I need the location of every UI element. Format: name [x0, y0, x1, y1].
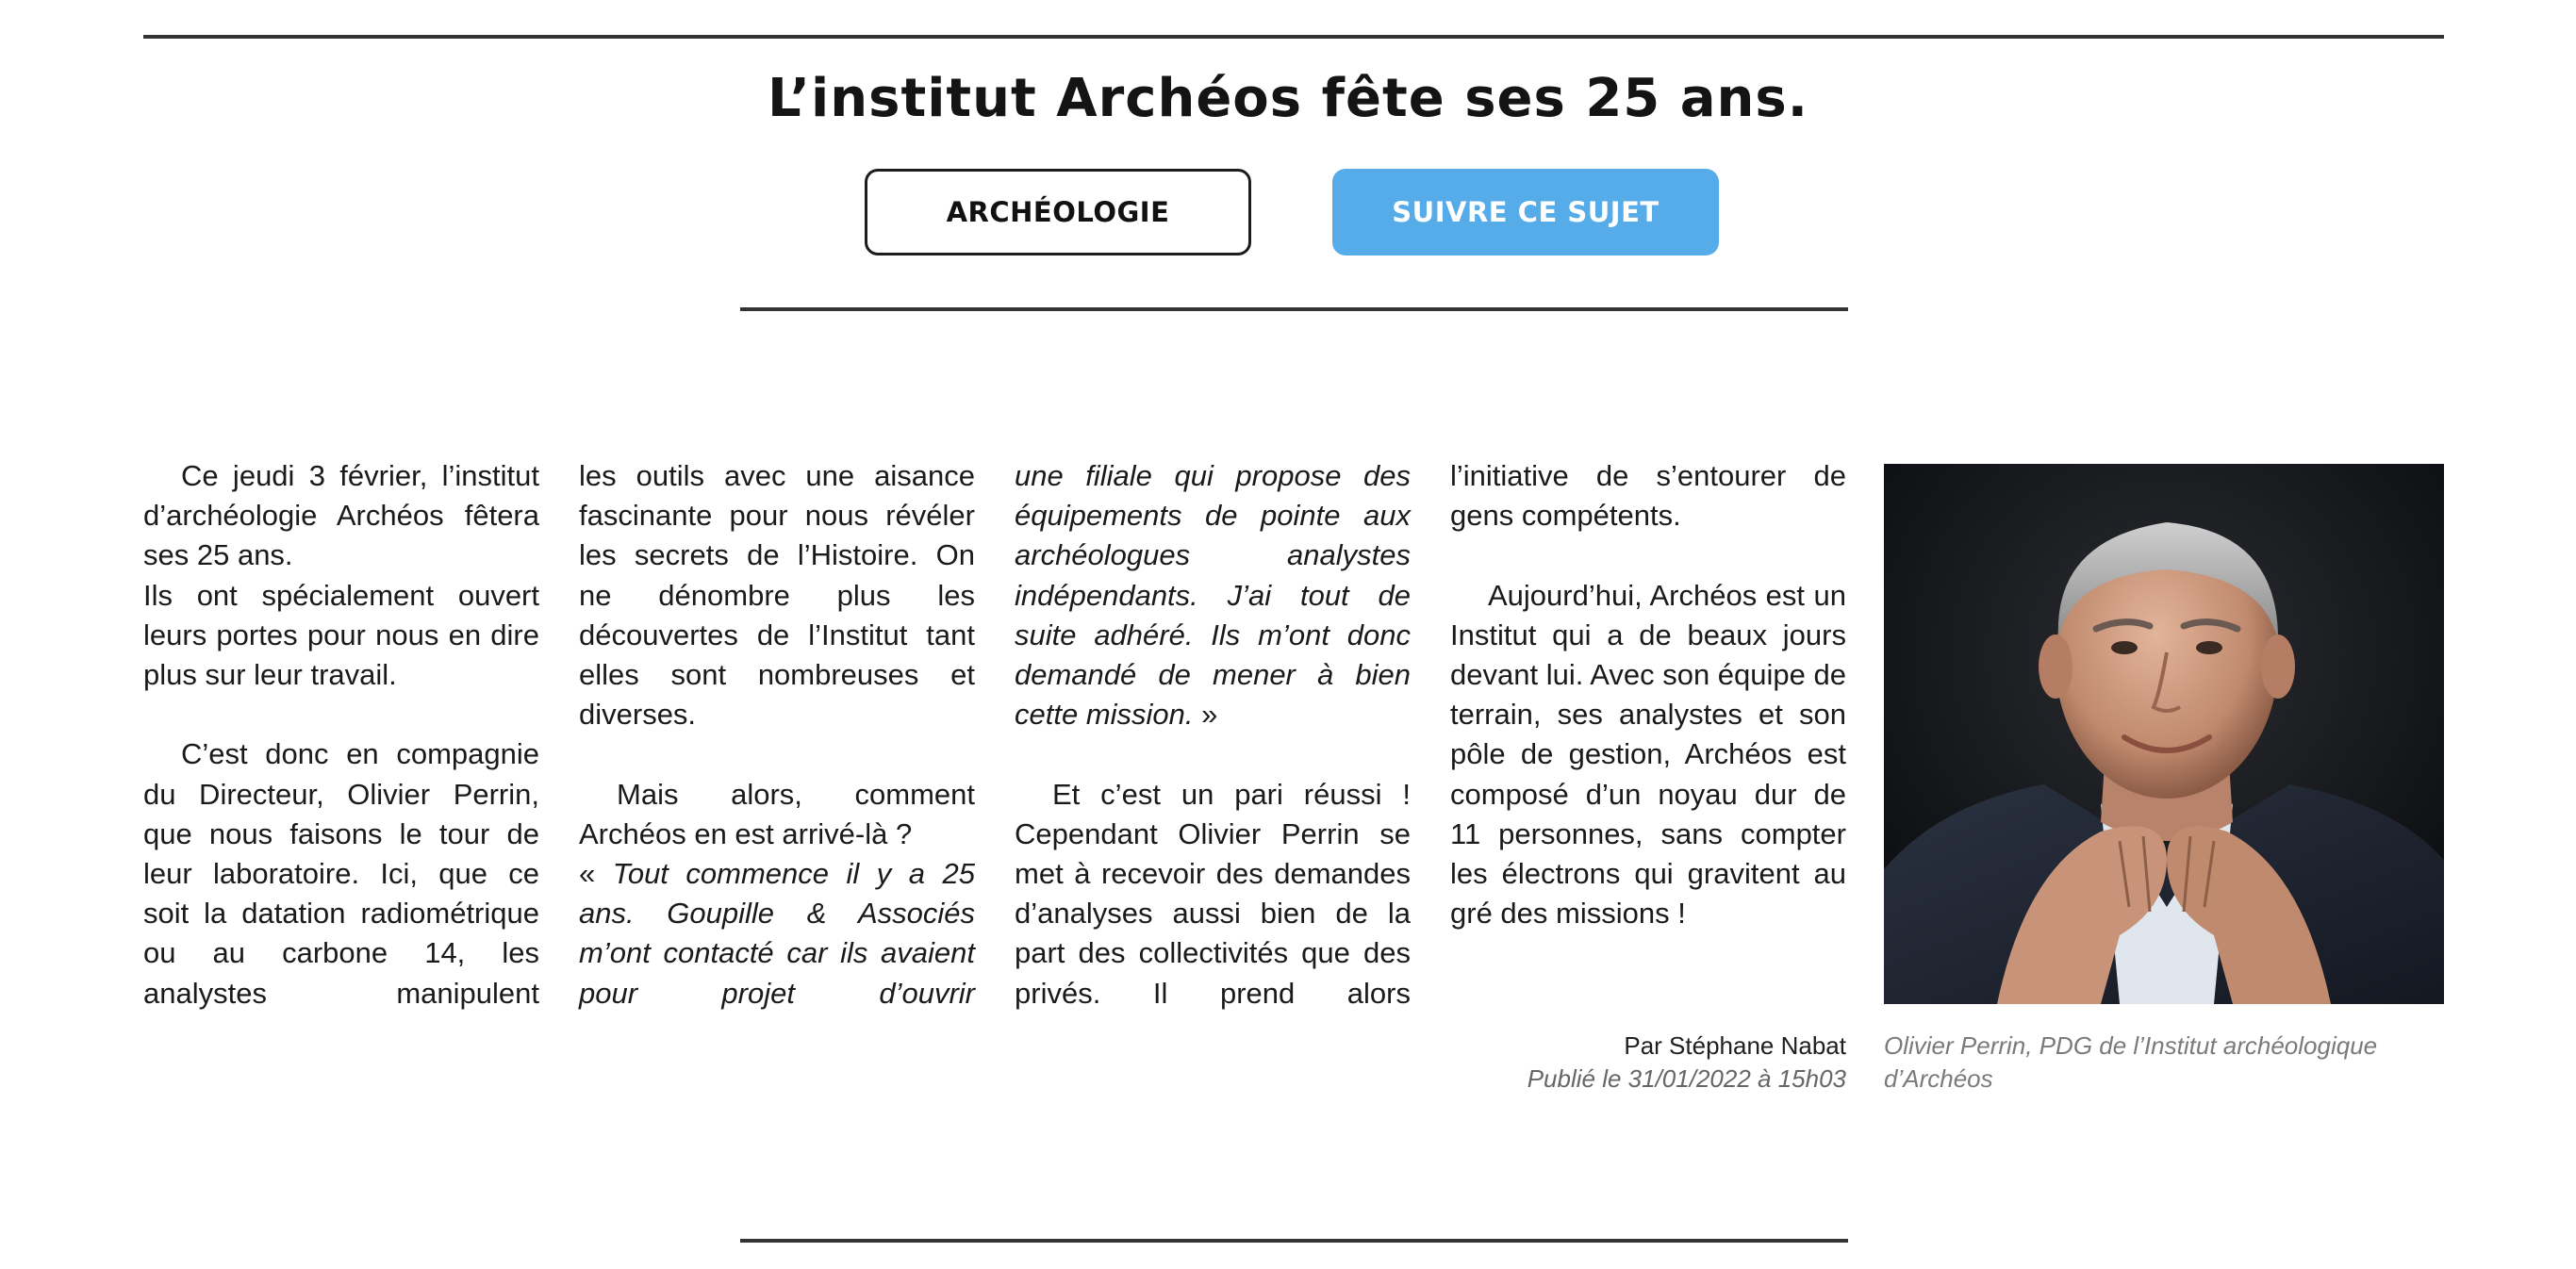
quote-text: Tout commence il y a 25 ans. Goupille & Associés m’ont contacté car ils avaient pour projet d’ouvrir [579, 857, 975, 1010]
quote-text: une filiale qui propose des équipements de pointe aux archéologues analystes indépendants. J’ai tout de suite adhéré. Ils m’ont donc demandé de mener à bien cette mission. [1015, 459, 1411, 732]
paragraph: Aujourd’hui, Archéos est un Institut qui a de beaux jours devant lui. Avec son équipe de terrain, ses analystes et son pôle de gestion, Archéos est composé d’un noyau dur de 11 personnes, sans compter les électrons qui gravitent au gré des missions ! [1450, 578, 1846, 931]
quote-mark-close: » [1193, 698, 1218, 732]
paragraph: C’est donc en compagnie du Directeur, Olivier Perrin, que nous faisons le tour de leur laboratoire. Ici, que ce soit la datation radiométrique ou au carbone 14, les analystes manipulent [143, 737, 539, 1010]
quote-mark-open: « [579, 857, 613, 891]
paragraph: Ils ont spécialement ouvert leurs portes pour nous en dire plus sur leur travail. [143, 578, 539, 692]
article-title: L’institut Archéos fête ses 25 ans. [767, 68, 1809, 129]
author-name: Par Stéphane Nabat [1624, 1031, 1846, 1060]
portrait-photo [1884, 464, 2444, 1004]
paragraph: les outils avec une aisance fascinante pour nous révéler les secrets de l’Histoire. On ne dénombre plus les découvertes de l’Institut tant elles sont nombreuses et diverses. [579, 459, 975, 732]
paragraph: Et c’est un pari réussi ! Cependant Olivier Perrin se met à recevoir des demandes d’analyses aussi bien de la part des collectivités que des privés. Il prend alors [1015, 777, 1411, 1010]
quote-paragraph [1015, 456, 1411, 734]
header-divider [740, 307, 1848, 311]
top-divider [143, 35, 2444, 39]
follow-topic-button[interactable]: SUIVRE CE SUJET [1332, 169, 1719, 255]
paragraph: Ce jeudi 3 février, l’institut d’archéologie Archéos fêtera ses 25 ans. [143, 459, 539, 572]
paragraph: l’initiative de s’entourer de gens compétents. [1450, 459, 1846, 533]
publish-date: Publié le 31/01/2022 à 15h03 [1527, 1064, 1846, 1093]
article-column-3 [1015, 456, 1411, 1014]
paragraph: Mais alors, comment Archéos en est arrivé-là ? [579, 777, 975, 850]
article-column-1 [143, 456, 539, 1014]
footer-divider [740, 1239, 1848, 1243]
archeologie-tag-button[interactable]: ARCHÉOLOGIE [865, 169, 1251, 255]
quote-paragraph [579, 854, 975, 1014]
photo-caption: Olivier Perrin, PDG de l’Institut archéologique d’Archéos [1884, 1031, 2378, 1093]
byline [1377, 1030, 1846, 1096]
article-column-2 [579, 456, 975, 1014]
article-column-4 [1450, 456, 1846, 933]
